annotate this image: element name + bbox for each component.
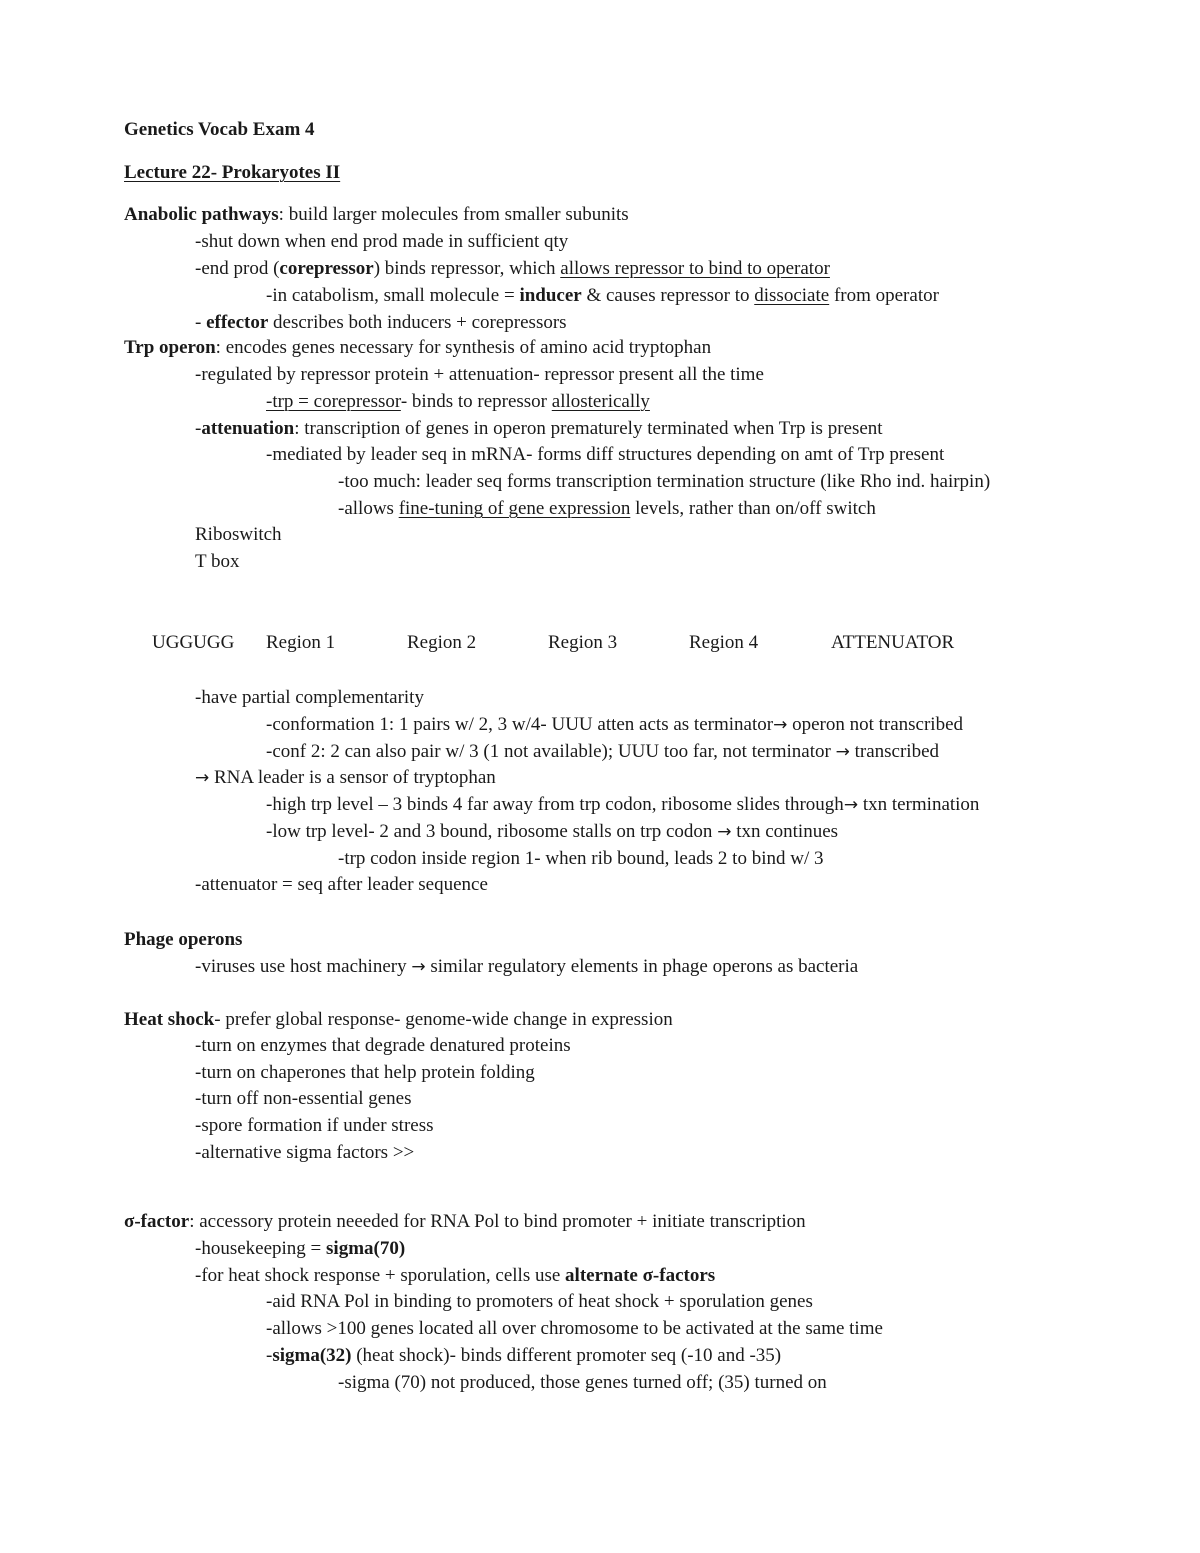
sigma-line-3: -aid RNA Pol in binding to promoters of heat shock + sporulation genes: [266, 1291, 813, 1312]
heat-line-3: -turn off non-essential genes: [195, 1088, 412, 1109]
anabolic-line-1: -shut down when end prod made in sufficient qty: [195, 231, 569, 252]
atten-line-1: -have partial complementarity: [195, 687, 424, 708]
trp-line-4: -mediated by leader seq in mRNA- forms diff structures depending on amt of Trp present: [266, 444, 945, 465]
trp-line-2: -trp = corepressor- binds to repressor allosterically: [266, 391, 650, 412]
region-label-3: Region 3: [548, 632, 618, 653]
sigma-line-5: -sigma(32) (heat shock)- binds different promoter seq (-10 and -35): [266, 1345, 782, 1366]
anabolic-line-4: - effector describes both inducers + corepressors: [195, 312, 567, 333]
arrow-right-icon: →: [411, 957, 426, 977]
heat-term: Heat shock: [124, 1009, 215, 1030]
heat-definition: Heat shock- prefer global response- genome-wide change in expression: [124, 1009, 673, 1030]
trp-term: Trp operon: [124, 337, 216, 358]
sigma-term: σ-factor: [124, 1211, 190, 1232]
sigma-line-4: -allows >100 genes located all over chromosome to be activated at the same time: [266, 1318, 883, 1339]
arrow-right-icon: →: [835, 742, 850, 762]
trp-definition: Trp operon: encodes genes necessary for synthesis of amino acid tryptophan: [124, 337, 712, 358]
trp-line-5: -too much: leader seq forms transcription termination structure (like Rho ind. hairpin): [338, 471, 991, 492]
atten-line-3: -conf 2: 2 can also pair w/ 3 (1 not available); UUU too far, not terminator → transcribed: [266, 741, 939, 762]
region-label-uggugg: UGGUGG: [152, 632, 235, 653]
trp-line-6: -allows fine-tuning of gene expression levels, rather than on/off switch: [338, 498, 876, 519]
atten-line-7: -trp codon inside region 1- when rib bound, leads 2 to bind w/ 3: [338, 848, 824, 869]
atten-line-5: -high trp level – 3 binds 4 far away from trp codon, ribosome slides through→ txn termination: [266, 794, 980, 815]
riboswitch-label: Riboswitch: [195, 524, 282, 545]
arrow-right-icon: →: [717, 822, 732, 842]
tbox-label: T box: [195, 551, 240, 572]
sigma-line-2: -for heat shock response + sporulation, cells use alternate σ-factors: [195, 1265, 716, 1286]
anabolic-line-3: -in catabolism, small molecule = inducer & causes repressor to dissociate from operator: [266, 285, 939, 306]
arrow-right-icon: →: [195, 768, 210, 788]
region-label-1: Region 1: [266, 632, 336, 653]
atten-line-2: -conformation 1: 1 pairs w/ 2, 3 w/4- UUU atten acts as terminator→ operon not transcribed: [266, 714, 964, 735]
trp-line-3: -attenuation: transcription of genes in operon prematurely terminated when Trp is present: [195, 418, 883, 439]
arrow-right-icon: →: [843, 795, 859, 815]
sigma-line-1: -housekeeping = sigma(70): [195, 1238, 406, 1259]
region-label-4: Region 4: [689, 632, 759, 653]
phage-term: Phage operons: [124, 929, 243, 950]
atten-line-6: -low trp level- 2 and 3 bound, ribosome stalls on trp codon → txn continues: [266, 821, 839, 842]
heat-line-1: -turn on enzymes that degrade denatured proteins: [195, 1035, 571, 1056]
trp-line-1: -regulated by repressor protein + attenuation- repressor present all the time: [195, 364, 764, 385]
atten-line-8: -attenuator = seq after leader sequence: [195, 874, 488, 895]
atten-line-4: → RNA leader is a sensor of tryptophan: [195, 767, 496, 788]
anabolic-term: Anabolic pathways: [124, 204, 279, 225]
heat-line-4: -spore formation if under stress: [195, 1115, 434, 1136]
sigma-line-6: -sigma (70) not produced, those genes turned off; (35) turned on: [338, 1372, 827, 1393]
page-title: Genetics Vocab Exam 4: [124, 119, 315, 140]
phage-line-1: -viruses use host machinery → similar regulatory elements in phage operons as bacteria: [195, 956, 859, 977]
region-label-2: Region 2: [407, 632, 477, 653]
region-label-attenuator: ATTENUATOR: [831, 632, 955, 653]
heat-line-2: -turn on chaperones that help protein folding: [195, 1062, 535, 1083]
arrow-right-icon: →: [773, 715, 788, 735]
heat-line-5: -alternative sigma factors >>: [195, 1142, 415, 1163]
lecture-heading: Lecture 22- Prokaryotes II: [124, 162, 341, 183]
sigma-definition: σ-factor: accessory protein neeeded for RNA Pol to bind promoter + initiate transcription: [124, 1211, 806, 1232]
anabolic-line-2: -end prod (corepressor) binds repressor, which allows repressor to bind to operator: [195, 258, 830, 279]
anabolic-definition: Anabolic pathways: build larger molecules from smaller subunits: [124, 204, 629, 225]
